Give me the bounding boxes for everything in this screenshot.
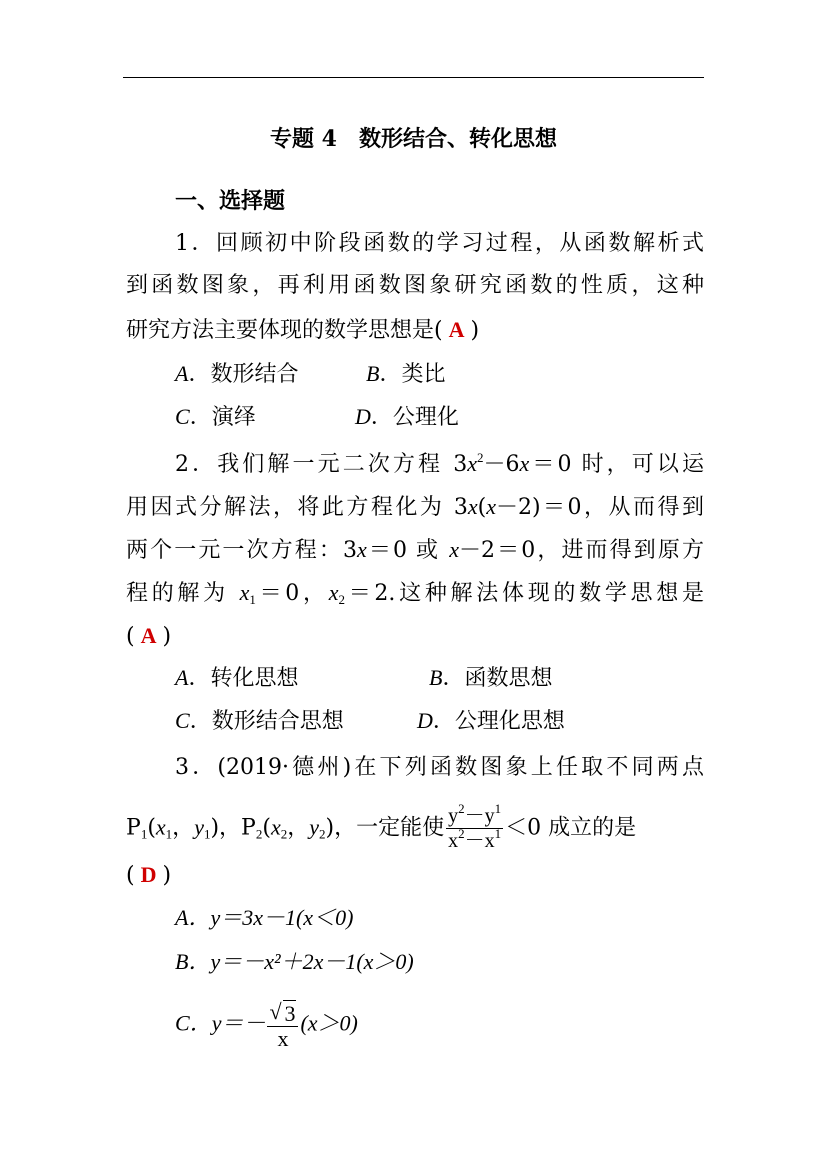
q2-option-d: D．公理化思想 — [417, 708, 565, 734]
q1-close: ) — [470, 318, 480, 343]
q1-option-a: A．数形结合 — [175, 361, 299, 387]
q3-fraction: $\frac{y^2-y^1}{x^2-x^1}$ — [448, 801, 502, 852]
q2-answer: A — [140, 623, 157, 648]
q3-line2: $P_1(x_1$，$y_1$)，$P_2(x_2$，$y_2$)，一定能使 $\frac{y^2-y^1}{x^2-x^1}$ ＜0 成立的是 — [126, 801, 637, 852]
header-rule — [123, 77, 704, 78]
q1-option-b: B．类比 — [366, 361, 446, 387]
q1-option-d: D．公理化 — [355, 404, 459, 430]
q2-line3: 两个一元一次方程：3x＝0 或 x－2＝0，进而得到原方 — [126, 537, 704, 563]
q3-option-b: B．y＝－x²＋2x－1(x＞0) — [175, 949, 414, 974]
q3-answer-line: ( D ) — [126, 862, 172, 888]
q3-answer: D — [140, 862, 157, 887]
page-title — [0, 124, 827, 154]
q2-option-b: B．函数思想 — [429, 665, 553, 691]
q2-option-c: C．数形结合思想 — [175, 708, 344, 734]
q2-option-a: A．转化思想 — [175, 665, 299, 691]
title-main: 专题 4 — [270, 126, 337, 152]
q3-option-c: C．y＝－ √ 3 x (x＞0) — [175, 999, 358, 1051]
section-heading: 一、选择题 — [175, 188, 286, 214]
q3-option-a: A．y＝3x－1(x＜0) — [175, 905, 354, 930]
q1-line1: 1．回顾初中阶段函数的学习过程，从函数解析式 — [175, 231, 704, 256]
q3-optC-fraction: √ 3 x — [267, 998, 298, 1051]
q2-line1: 2．我们解一元二次方程 $3x^2-6x=0$ 时，可以运 — [175, 450, 704, 477]
q1-option-c: C．演绎 — [175, 404, 256, 430]
q2-line4: 程的解为 $x_1=0$，$x_2=2$.这种解法体现的数学思想是 — [126, 580, 704, 607]
q1-answer: A — [448, 317, 465, 342]
q2-answer-line: ( A ) — [126, 623, 172, 649]
q3-line1: 3．(2019·德州)在下列函数图象上任取不同两点 — [175, 755, 704, 780]
title-sub: 数形结合、转化思想 — [358, 126, 557, 152]
q1-line3 — [126, 315, 479, 346]
q2-line2: 用因式分解法，将此方程化为 3x(x－2)＝0，从而得到 — [126, 494, 704, 520]
q1-line2: 到函数图象，再利用函数图象研究函数的性质，这种 — [126, 273, 704, 298]
q1-stem-end: 研究方法主要体现的数学思想是( — [126, 318, 443, 343]
